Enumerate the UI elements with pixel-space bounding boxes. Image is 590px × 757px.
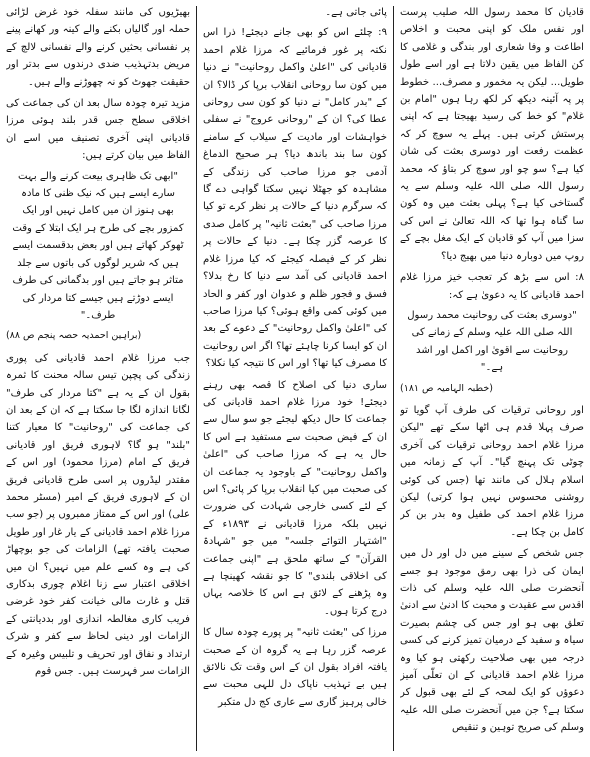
paragraph: ۸: اس سے بڑھ کر تعجب خیز مرزا غلام احمد قادیانی کا یہ دعویٰ ہے کہ: — [400, 272, 584, 301]
column-divider — [393, 6, 394, 751]
paragraph: ۹: چلئے اس کو بھی جانے دیجئے! ذرا اس نکتہ پر غور فرمائیے کہ مرزا غلام احمد قادیانی کی "اعلیٰ واکمل روحانیت" نے دنیا میں کون سا روحانی انقلاب برپا کر ڈالا؟ ان کے "بدر کامل" نے دنیا کو کون سی روحانی عطا کی؟ ان کے "روحانی عروج" نے سفلی خواہشات اور مادیت کے سیلاب کے سامنے کون سا بند باندھ دیا؟ ہر صحیح الدماغ آدمی جو مرزا صاحب کی زندگی کے مشاہدہ کو جھٹلا نہیں سکتا گواہی دے گا کہ سرگرم دنیا کے حالات پر نظر کرے تو کیا مرزا صاحب کی "بعثت ثانیہ" پر کامل صدی کا عرصہ گزر چکا ہے۔ دنیا کے حالات پر نظر کر کے فیصلہ کیجئے کہ کیا مرزا غلام احمد قادیانی کی آمد سے دنیا کا رخ بدلا؟ فسق و فجور ظلم و عدوان اور کفر و الحاد میں کوئی کمی واقع ہوئی؟ کیا مرزا صاحب کی "اعلیٰ واکمل روحانیت" کے دعوے کے بعد ان کو ایسا کرنا چاہئے تھا؟ اگر اس روحانیت کا مصرف کیا تھا؟ اور اس کا نتیجہ کیا نکلا؟ — [203, 27, 387, 370]
citation: (خطبہ الہامیہ ص ۱۸۱) — [400, 382, 493, 394]
citation: (براہین احمدیہ حصہ پنجم ص ۸۸) — [6, 330, 142, 342]
quotation: "دوسری بعثت کی روحانیت محمد رسول اللہ صلی اللہ علیہ وسلم کے زمانے کی روحانیت سے اقویٰ اور اکمل اور اشد ہے۔" — [407, 309, 577, 374]
column-right — [400, 4, 584, 753]
paragraph: قادیان کا محمد رسول اللہ صلیب پرست اور نفس ملک کو اپنی محبت و اخلاص اطاعت و وفا شعاری اور بندگی و غلامی کا کن الفاظ میں یقین دلاتا ہے اور اسے طول طویل... لیکن یہ مخمور و مصرف... خطوط پر پہ آئینہ دیکھ کر لکھ رہا ہوں "امام بن غلام" کو خط کی رسید بھیجتا ہے کہ اپنی پرستش کرتی ہیں۔ پہلے یہ سوچ کر کہ عظمت رفعت اور دوسری بعثت کی شان کیا ہے؟ سو چو اور سوچ کر بتاؤ کہ محمد رسول اللہ صلی اللہ علیہ وسلم سے یہ گستاخی کیا ہے؟ پہلی بعثت میں وہ کون سا گناہ ہوا تھا کہ اللہ تعالیٰ نے اس کی سزا میں آپ کو قادیان کے ایک مغل بچے کے روپ میں دوبارہ دنیا میں بھیج دیا؟ — [400, 7, 584, 262]
quotation: "ابھی تک ظاہری بیعت کرنے والے بہت سارے ایسے ہیں کہ نیک ظنی کا مادہ بھی ہنوز ان میں کامل نہیں اور ایک کمزور بچے کی طرح ہر ایک ابتلا کے وقت ٹھوکر کھاتے ہیں اور بعض بدقسمت ایسے ہیں کہ شریر لوگوں کی باتوں سے جلد متاثر ہو جاتے ہیں اور بدگمانی کی طرف ایسے دوڑتے ہیں جیسے کتا مردار کی طرف۔" — [12, 170, 184, 321]
column-left — [6, 4, 190, 753]
paragraph: جب مرزا غلام احمد قادیانی کی پوری زندگی کی پچپن تیس سالہ محنت کا ثمرہ بقول ان کے یہ ہے "کتا مردار کی طرف" لگانا اندازہ لگا جا سکتا ہے کہ ان کے بعد ان کی جماعت کی "روحانیت" کا معیار کتنا "بلند" ہو گا؟ لاہوری فریق اور قادیانی فریق کے امام (مرزا محمود) اور اس کے مقتدر لیڈروں پر اسی طرح قادیانی فریق ان کے لاہوری فریق کے امیر (مسٹر محمد علی) اور اس کے ممتاز ممبروں پر (جو سب مرزا غلام احمد قادیانی کے یار غار اور طویل صحبت یافتہ تھے) الزامات کی جو بوچھاڑ کی ہے وہ کسے علم میں نہیں؟ ان میں اخلاقی اعتبار سے زنا اغلام چوری بدکاری قتل و غارت مالی خیانت کفر خود غرضی فریب کاری مغالطہ اندازی اور بددیانتی کے الزامات اور دینی لحاظ سے کفر و شرک ارتداد و نفاق اور تحریف و تلبیس وغیرہ کے الزامات سر فہرست ہیں۔ جس قوم — [6, 352, 190, 678]
paragraph: ساری دنیا کی اصلاح کا قصہ بھی رہنے دیجئے! خود مرزا غلام احمد قادیانی کی جماعت کا حال دیکھ لیجئے جو سو سال سے ان کے فیض صحبت سے مستفید ہے اس کا حال یہ ہے کہ مرزا صاحب کی "اعلیٰ واکمل روحانیت" کے باوجود یہ جماعت ان کی صحبت میں کیا انقلاب برپا کر پائی؟ اس کے لئے کسی خارجی شہادت کی ضرورت نہیں بلکہ مرزا قادیانی نے ۱۸۹۳ء کے "اشتہار التوائے جلسہ" میں جو "شہادۃ القرآن" کے ساتھ ملحق ہے "اپنی جماعت کی اخلاقی بلندی" کا جو نقشہ کھینچا ہے وہ پڑھنے کے لائق ہے اس کا خلاصہ یہاں درج کرتا ہوں۔ — [203, 379, 387, 617]
paragraph: بھیڑیوں کی مانند سفلہ خود غرض لڑائی حملہ اور گالیاں بکنے والے کینہ ور کھانے پینے پر نفسانی بحثیں کرنے والے نفسانی لالچ کے مریض بدتہذیب ضدی درندوں سے بدتر اور حقیقت جھوٹ کو نہ چھوڑنے والے ہیں۔ — [6, 7, 190, 88]
paragraph: اور روحانی ترقیات کی طرف آپ گویا تو صرف پہلا قدم ہی اٹھا سکے تھے "لیکن مرزا غلام احمد روحانی ترقیات کی آخری چوٹی تک پہنچ گیا"۔ آپ کے زمانہ میں اسلام ہلال کی مانند تھا (جس کی کوئی روشنی محسوس نہیں ہوا کرتی) لیکن مرزا غلام احمد کی طفیل وہ بدر بن کر کامل بن چکا ہے۔ — [400, 404, 584, 538]
column-middle — [203, 4, 387, 753]
paragraph: مزید تیرہ چودہ سال بعد ان کی جماعت کی اخلاقی سطح جس قدر بلند ہوئی مرزا قادیانی اپنی آخری تصنیف میں اسے ان الفاظ میں بیان کرتے ہیں: — [6, 98, 190, 162]
paragraph: جس شخص کے سینے میں دل اور دل میں ایمان کی ذرا بھی رمق موجود ہو جسے آنحضرت صلی اللہ علیہ وسلم کی ذات اقدس سے عقیدت و محبت کا ادنیٰ سے ادنیٰ تعلق بھی ہو اور جس کی چشم بصیرت سیاہ و سفید کے درمیان تمیز کرنے کی کسی درجہ میں بھی صلاحیت رکھتی ہو کیا وہ مرزا غلام احمد قادیانی کے ان تعلّی آمیز دعوؤں کو ایک لمحہ کے لئے بھی قبول کر سکتا ہے؟ جن میں آنحضرت صلی اللہ علیہ وسلم کی صریح توہین و تنقیص — [400, 548, 584, 734]
paragraph: مرزا کی "بعثت ثانیہ" پر پورے چودہ سال کا عرصہ گزر رہا ہے یہ گروہ ان کے صحبت یافتہ افراد بقول ان کے اس وقت تک نالائق ہیں بے تہذیب ناپاک دل للہی محبت سے خالی پرہیز گاری سے عاری کج دل متکبر — [203, 627, 387, 708]
column-divider — [196, 6, 197, 751]
paragraph: پائی جاتی ہے۔ — [325, 7, 387, 18]
